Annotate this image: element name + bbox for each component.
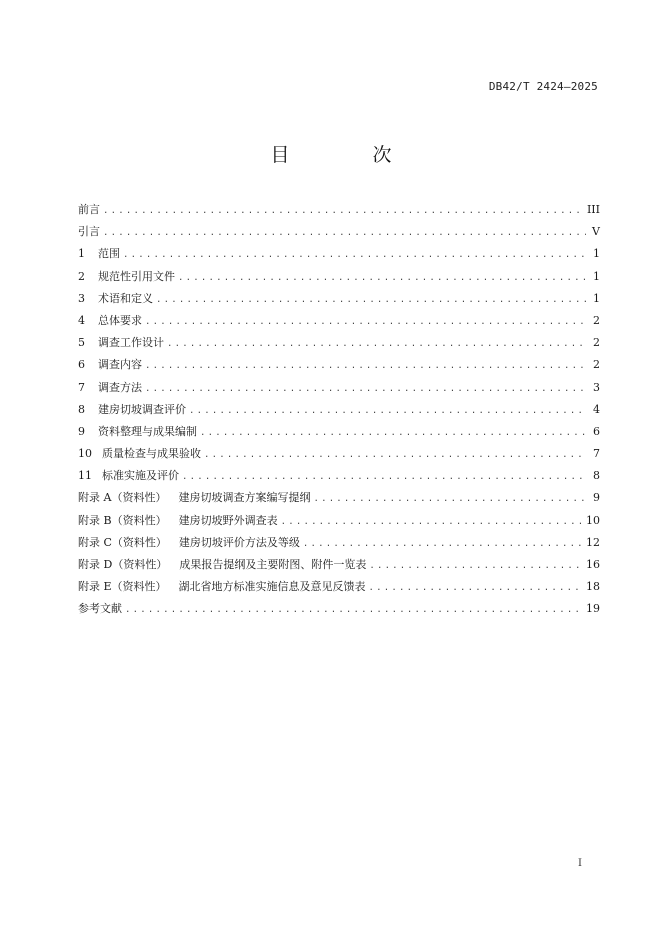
toc-entry-page: 2 (593, 358, 600, 372)
toc-entry[interactable] (78, 332, 600, 354)
toc-dot-leader (204, 444, 586, 466)
toc-entry-appendix-prefix: 附录 C（资料性） (78, 535, 167, 549)
toc-entry[interactable] (78, 554, 600, 576)
toc-entry-appendix-prefix: 附录 E（资料性） (78, 580, 167, 594)
toc-entry-number: 6 (78, 358, 85, 372)
table-of-contents (78, 199, 600, 621)
toc-entry-number: 2 (78, 269, 85, 283)
toc-entry-number: 9 (78, 424, 85, 438)
page-number: I (578, 858, 582, 869)
toc-dot-leader (303, 533, 582, 555)
toc-dot-leader (178, 267, 586, 289)
toc-entry[interactable] (78, 377, 600, 399)
toc-entry-page: 8 (593, 469, 600, 483)
toc-entry-label: 湖北省地方标准实施信息及意见反馈表 (178, 580, 366, 594)
toc-entry[interactable] (78, 310, 600, 332)
toc-entry-page: 18 (586, 580, 600, 594)
toc-entry-label: 参考文献 (78, 602, 122, 616)
toc-entry-page: 12 (586, 535, 600, 549)
toc-entry-label: 调查工作设计 (98, 336, 164, 350)
toc-entry-appendix-prefix: 附录 A（资料性） (78, 491, 167, 505)
toc-entry-appendix-prefix: 附录 B（资料性） (78, 513, 167, 527)
toc-entry-label: 术语和定义 (98, 291, 153, 305)
toc-dot-leader (103, 200, 583, 222)
toc-entry-label: 成果报告提纲及主要附图、附件一览表 (179, 558, 367, 571)
toc-dot-leader (125, 599, 582, 621)
toc-entry-label: 建房切坡评价方法及等级 (178, 535, 300, 549)
document-code: DB42/T 2424—2025 (488, 80, 598, 93)
toc-dot-leader (189, 400, 586, 422)
toc-entry-page: 2 (593, 313, 600, 327)
toc-entry-label: 建房切坡调查方案编写提纲 (178, 491, 311, 505)
toc-entry-label: 建房切坡调查评价 (98, 402, 186, 416)
toc-entry-page: 3 (593, 380, 600, 394)
toc-entry[interactable] (78, 487, 600, 509)
toc-entry[interactable] (78, 598, 600, 620)
toc-entry-number: 7 (78, 380, 85, 394)
toc-entry-page: 1 (593, 269, 600, 283)
toc-entry-label: 总体要求 (98, 313, 142, 327)
toc-entry-label: 调查方法 (98, 380, 142, 394)
toc-dot-leader (145, 355, 586, 377)
toc-entry[interactable] (78, 532, 600, 554)
toc-entry-page: 16 (586, 558, 600, 571)
toc-entry[interactable] (78, 399, 600, 421)
toc-dot-leader (123, 244, 586, 266)
toc-entry-number: 11 (78, 469, 92, 483)
toc-entry-number: 1 (78, 247, 85, 261)
toc-entry-label: 质量检查与成果验收 (102, 447, 201, 461)
toc-entry[interactable] (78, 443, 600, 465)
toc-entry[interactable] (78, 576, 600, 598)
toc-entry-page: 7 (593, 447, 600, 461)
toc-dot-leader (369, 555, 582, 577)
toc-entry[interactable] (78, 354, 600, 376)
toc-entry-page: 9 (593, 491, 600, 505)
toc-dot-leader (103, 222, 586, 244)
toc-entry-label: 引言 (78, 225, 100, 239)
toc-entry-label: 调查内容 (98, 358, 142, 372)
toc-entry[interactable] (78, 421, 600, 443)
toc-dot-leader (145, 378, 586, 400)
toc-entry-label: 建房切坡野外调查表 (178, 513, 278, 527)
toc-entry-page: 6 (593, 424, 600, 438)
toc-entry-number: 4 (78, 313, 85, 327)
page-title: 目 次 (270, 144, 424, 166)
toc-dot-leader (281, 511, 582, 533)
toc-entry-label: 标准实施及评价 (102, 469, 179, 483)
toc-entry-page: III (586, 203, 600, 216)
toc-entry-page: 19 (586, 602, 600, 616)
toc-entry[interactable] (78, 221, 600, 243)
toc-dot-leader (182, 466, 586, 488)
toc-entry-page: 2 (593, 336, 600, 350)
toc-entry-page: 10 (586, 513, 600, 527)
toc-entry-appendix-prefix: 附录 D（资料性） (78, 558, 168, 571)
toc-dot-leader (156, 289, 586, 311)
toc-entry-number: 8 (78, 402, 85, 416)
toc-entry[interactable] (78, 243, 600, 265)
toc-dot-leader (145, 311, 586, 333)
toc-entry-label: 范围 (98, 247, 120, 261)
toc-entry-label: 资料整理与成果编制 (98, 424, 197, 438)
toc-entry-number: 3 (78, 291, 85, 305)
toc-entry-number: 5 (78, 336, 85, 350)
toc-entry-label: 规范性引用文件 (98, 269, 175, 283)
toc-entry[interactable] (78, 288, 600, 310)
toc-entry-page: 4 (593, 402, 600, 416)
toc-dot-leader (200, 422, 586, 444)
toc-entry-number: 10 (78, 447, 92, 461)
toc-entry[interactable] (78, 266, 600, 288)
toc-entry-page: 1 (593, 291, 600, 305)
toc-entry-page: V (592, 225, 600, 239)
toc-entry-page: 1 (593, 247, 600, 261)
toc-entry[interactable] (78, 510, 600, 532)
toc-dot-leader (369, 577, 582, 599)
toc-dot-leader (167, 333, 586, 355)
toc-entry[interactable] (78, 199, 600, 221)
toc-dot-leader (313, 488, 586, 510)
toc-entry[interactable] (78, 465, 600, 487)
toc-entry-label: 前言 (78, 203, 100, 216)
